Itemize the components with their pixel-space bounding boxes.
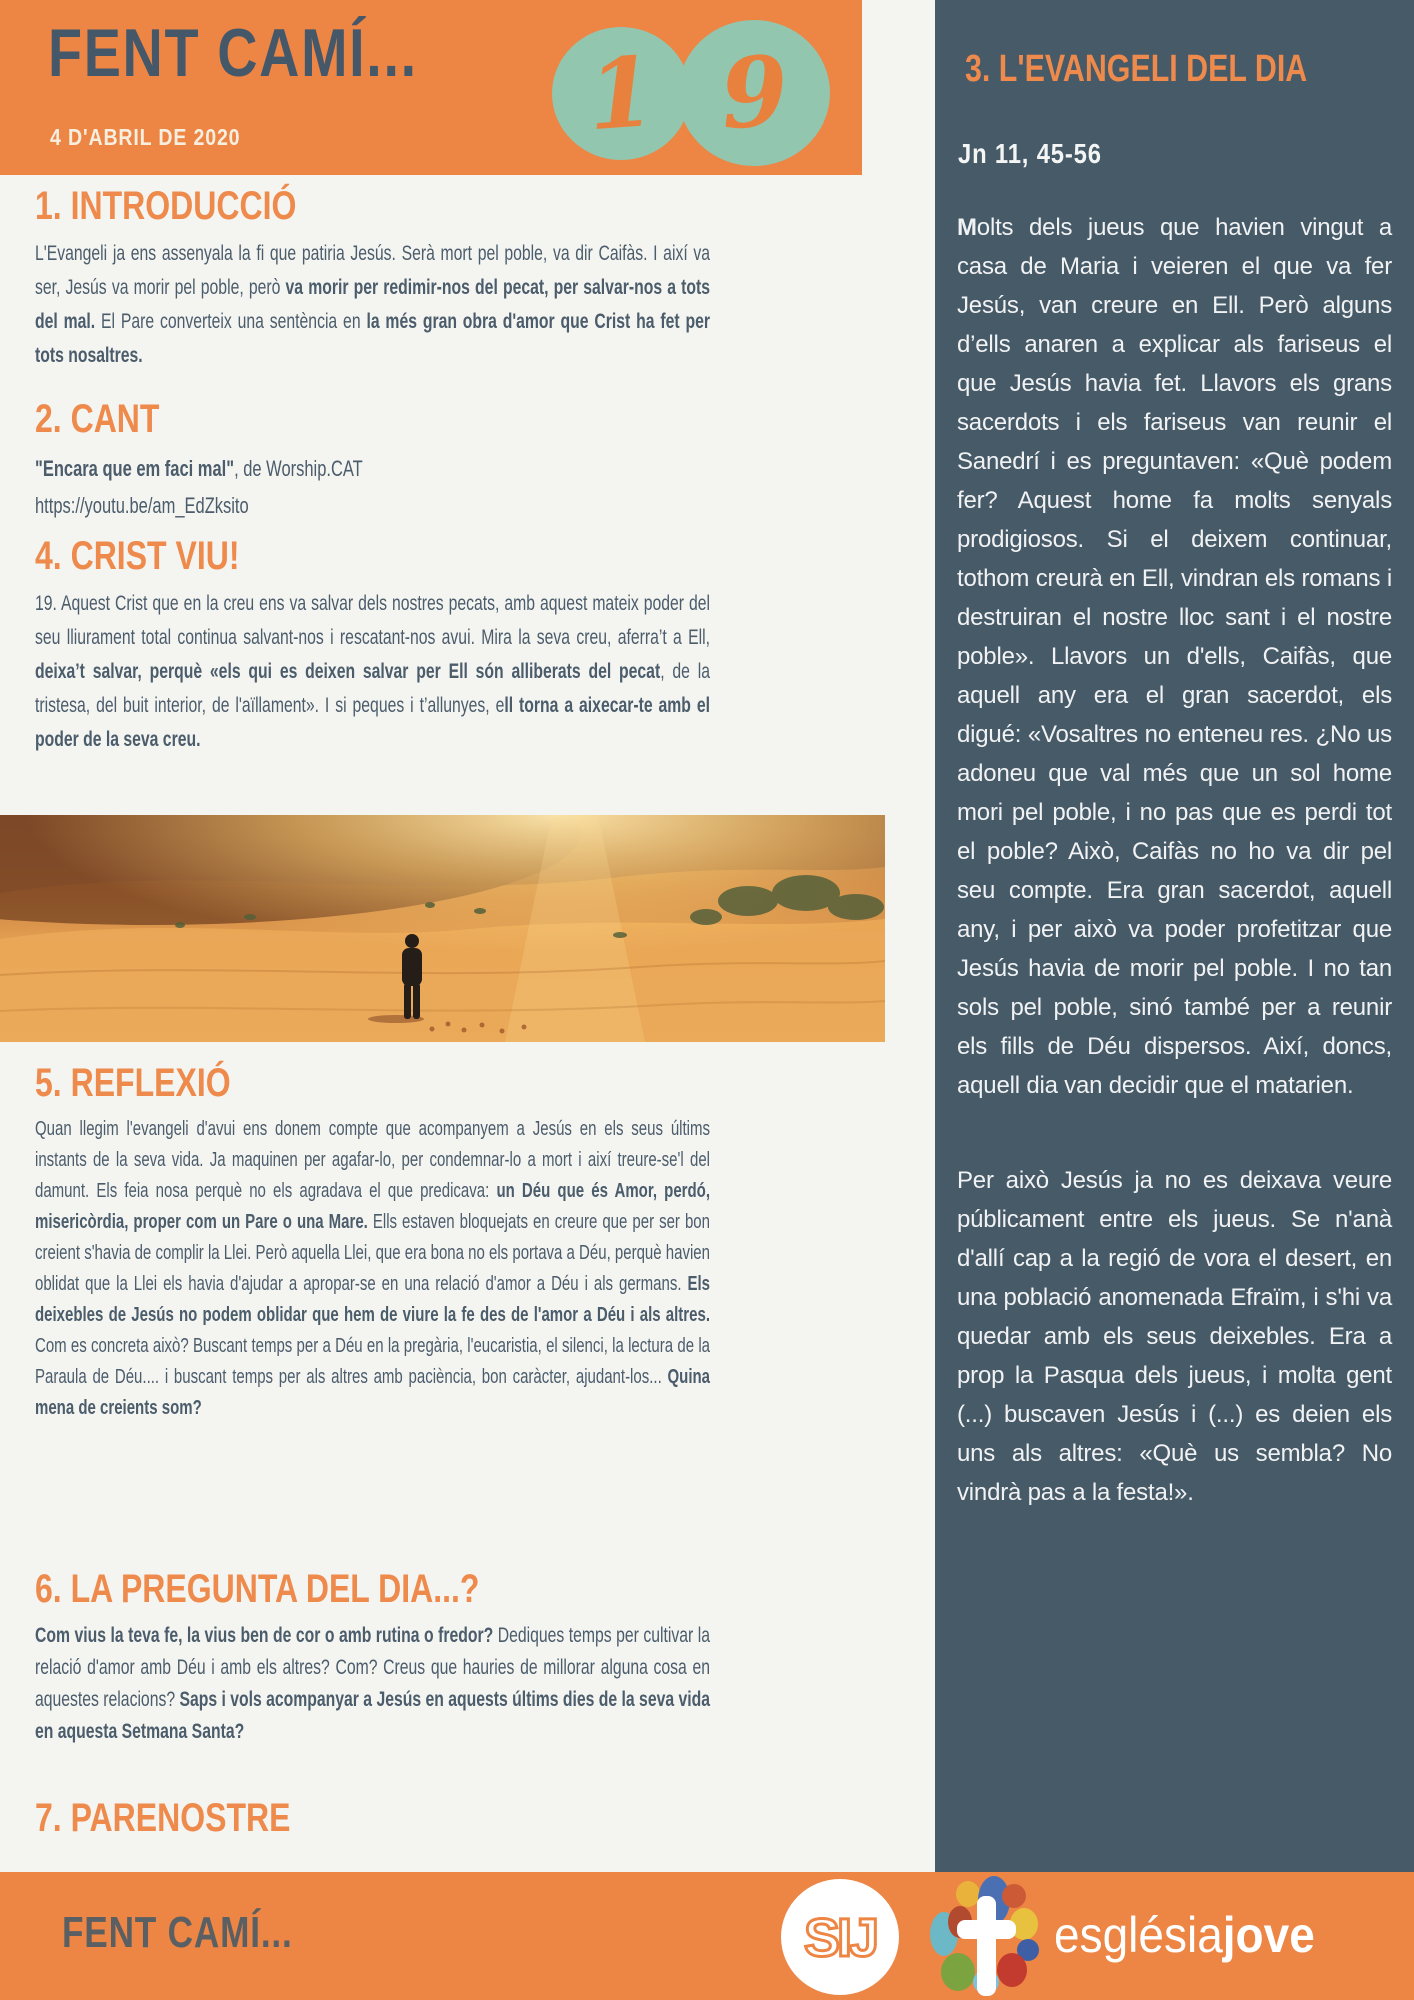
cant-song-title: "Encara que em faci mal", de Worship.CAT xyxy=(35,456,363,481)
gospel-reference: Jn 11, 45-56 xyxy=(958,138,1102,169)
reflexio-text: Quan llegim l'evangeli d'avui ens donem compte que acompanyem a Jesús en els seus últims instants de la seva vida. Ja maquinen per agafar-lo, per condemnar-lo a mort i així treure-se'l del damunt. Els feia nosa perquè no els agradava el que predicava: un Déu que és Amor, perdó, misericòrdia, proper com un Pare o una Mare. Ells estaven bloquejats en creure que per ser bon creient s'havia de complir la Llei. Però aquella Llei, que era bona no els portava a Déu, perquè havien oblidat que la Llei els havia d'ajudar a apropar-se en una relació d'amor a Déu i als germans. Els deixebles de Jesús no podem oblidar que hem de viure la fe des de l'amor a Déu i als altres. Com es concreta això? Buscant temps per a Déu en la pregària, l'eucaristia, el silenci, la lectura de la Paraula de Déu.... i buscant temps per als altres amb paciència, bon caràcter, ajudant-los... Quina mena de creients som? xyxy=(35,1118,710,1419)
issue-badge-circle-1 xyxy=(552,27,690,160)
section-heading-crist-viu: 4. CRIST VIU! xyxy=(35,534,240,578)
desert-photo-image xyxy=(0,815,885,1042)
introduccio-text: L'Evangeli ja ens assenyala la fi que patiria Jesús. Serà mort pel poble, va dir Caifàs. I així va ser, Jesús va morir pel poble, però va morir per redimir-nos del pecat, per salvar-nos a tots del mal. El Pare converteix una sentència en la més gran obra d'amor que Crist ha fet per tots nosaltres. xyxy=(35,242,711,367)
issue-digit-2: 9 xyxy=(716,33,792,152)
crist-viu-text: 19. Aquest Crist que en la creu ens va salvar dels nostres pecats, amb aquest mateix poder del seu lliurament total continua salvant-nos i rescatant-nos avui. Mira la seva creu, aferra’t a Ell, deixa’t salvar, perquè «els qui es deixen salvar per Ell són alliberats del pecat, de la tristesa, del buit interior, de l'aïllament». I si peques i t’allunyes, ell torna a aixecar-te amb el poder de la seva creu. xyxy=(35,592,710,751)
issue-date: 4 D'ABRIL DE 2020 xyxy=(50,124,241,150)
section-pregunta xyxy=(35,1566,715,1748)
section-parenostre xyxy=(35,1795,715,1849)
footer-brand: FENT CAMÍ... xyxy=(62,1908,293,1957)
gospel-body xyxy=(957,208,1392,1512)
esglesiajove-logo xyxy=(928,1874,1046,1998)
section-introduccio xyxy=(35,183,715,373)
section-heading-cant: 2. CANT xyxy=(35,397,160,441)
sij-logo xyxy=(780,1878,900,1996)
gospel-paragraph-2: Per això Jesús ja no es deixava veure públicament entre els jueus. Se n'anà d'allí cap a la regió de vora el desert, en una població anomenada Efraïm, i s'hi va quedar amb els seus deixebles. Era a prop la Pasqua dels jueus, i molta gent (...) buscaven Jesús i (...) es deien els uns als altres: «Què us sembla? No vindrà pas a la festa!». xyxy=(957,1167,1392,1506)
section-heading-pregunta: 6. LA PREGUNTA DEL DIA...? xyxy=(35,1567,480,1611)
issue-badge-circle-2 xyxy=(678,20,830,166)
gospel-paragraph-1: Molts dels jueus que havien vingut a casa de Maria i veieren el que va fer Jesús, van creure en Ell. Però alguns d’ells anaren a explicar als fariseus el que Jesús havia fet. Llavors els grans sacerdots i els fariseus van reunir el Sanedrí i es preguntaven: «Què podem fer? Aquest home fa molts senyals prodigiosos. Si el deixem continuar, tothom creurà en Ell, vindran els romans i destruiran el nostre lloc sant i el nostre poble». Llavors un d'ells, Caifàs, que aquell any era el gran sacerdot, els digué: «Vosaltres no enteneu res. ¿No us adoneu que val més que un sol home mori pel poble, i no pas que es perdi tot el poble? Això, Caifàs no ho va dir pel seu compte. Era gran sacerdot, aquell any, i per això va poder profetitzar que Jesús havia de morir pel poble. I no tan sols pel poble, sinó també per a reunir els fills de Déu dispersos. Així, doncs, aquell dia van decidir que el matarien. xyxy=(957,214,1392,1099)
section-reflexio xyxy=(35,1060,715,1424)
footer-bar xyxy=(0,1872,1414,2000)
section-heading-reflexio: 5. REFLEXIÓ xyxy=(35,1061,231,1105)
section-cant xyxy=(35,396,715,524)
wordmark-jove: jove xyxy=(1222,1907,1315,1963)
section-crist-viu xyxy=(35,533,715,757)
section-heading-evangeli: 3. L'EVANGELI DEL DIA xyxy=(965,48,1308,90)
youtube-link[interactable]: https://youtu.be/am_EdZksito xyxy=(35,493,249,518)
issue-digit-1: 1 xyxy=(583,34,659,152)
page-title: FENT CAMÍ... xyxy=(48,15,418,91)
section-heading-introduccio: 1. INTRODUCCIÓ xyxy=(35,184,297,228)
sij-logo-text: SIJ xyxy=(803,1908,877,1968)
wordmark-esglesia: església xyxy=(1054,1907,1223,1963)
desert-photo xyxy=(0,815,885,1042)
esglesiajove-wordmark xyxy=(1054,1907,1315,1963)
pregunta-text: Com vius la teva fe, la vius ben de cor o amb rutina o fredor? Dediques temps per cultivar la relació d'amor amb Déu i amb els altres? Com? Creus que hauries de millorar alguna cosa en aquestes relacions? Saps i vols acompanyar a Jesús en aquests últims dies de la seva vida en aquesta Setmana Santa? xyxy=(35,1624,710,1743)
gospel-panel xyxy=(935,0,1414,1872)
section-heading-parenostre: 7. PARENOSTRE xyxy=(35,1796,291,1840)
